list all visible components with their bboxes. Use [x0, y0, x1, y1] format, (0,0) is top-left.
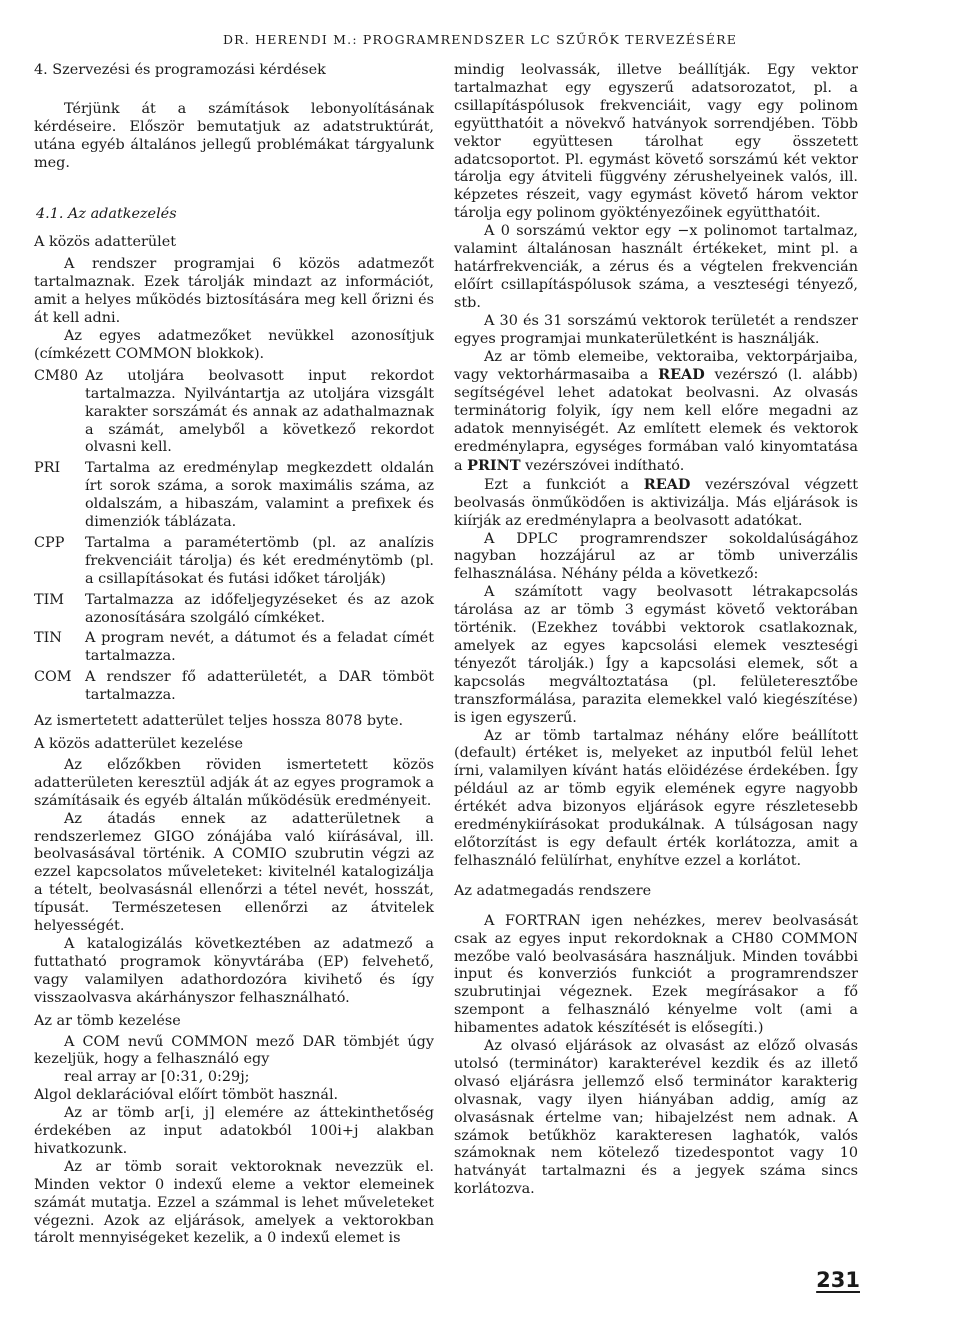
- field-name: PRI: [34, 460, 61, 477]
- auto-print-paragraph: [454, 476, 858, 531]
- read-print-text-2: vezérszó (l. alább) segítségével lehet adatokat beolvasni. Az olvasás terminátorig folyik, így nem kell előre megadni az adatok mennyiségét. Az említett elemek és vektorok eredménylapra, egységes formában való kinyomtatása a: [454, 367, 858, 474]
- workspace-paragraph: A 30 és 31 sorszámú vektorok területét a rendszer egyes programjai munkaterületként is használják.: [454, 312, 858, 347]
- dplc-paragraph: A DPLC programrendszer sokoldalúságához nagyban hozzájárul az ar tömb univerzális felhasználása. Néhány példa a következő:: [454, 530, 858, 583]
- ar-paragraph-2: Algol deklarációval előírt tömböt használ.: [34, 1087, 339, 1104]
- ladder-paragraph: A számított vagy beolvasott létrakapcsolás tárolása az ar tömb 3 egymást követő vektorában történik. (Ezekhez további vektorok csatlakoznak, amelyek az egyes kapcsolási elemek veszteségi tényezőt tárolják.) Így a kapcsolási elemek, sőt a kapcsolás megváltoztatása (pl. felületeresztőbe transzformálása, parazita elemekkel való kiegészítése) is igen egyszerű.: [454, 584, 858, 726]
- ar-paragraph-4: Az ar tömb sorait vektoroknak nevezzük el. Minden vektor 0 indexű eleme a vektor elemeinek számát mutatja. Ezzel a számmal is lehet műveleteket végezni. Azok az eljárások, amelyek a vektorokban tárolt mennyiségeket kezelik, a 0 indexű elemet is: [34, 1158, 434, 1247]
- subsection-title: 4.1. Az adatkezelés: [36, 205, 177, 222]
- common-area-paragraph-1: A rendszer programjai 6 közös adatmezőt tartalmaznak. Ezek tárolják mindazt az információt, amit a helyes működés biztosítására meg kell őrizni és át kell adni.: [34, 256, 434, 327]
- field-name: CPP: [34, 534, 65, 551]
- field-description: Tartalma a paramétertömb (pl. az analízis frekvenciáit tárolja) és két eredménytömb (pl. a csillapításokat és futási időket tárolják): [85, 534, 434, 587]
- auto-print-text-2: vezérszóval végzett beolvasás önműködően is aktivizálja. Más eljárások is kiírják az eredménylapra a beolvasott adatókat.: [454, 476, 858, 529]
- section-title: 4. Szervezési és programozási kérdések: [34, 62, 326, 78]
- reader-procedures-paragraph: Az olvasó eljárások az olvasást az előző olvasás utolsó (terminátor) karakterével kezdik és az illető olvasó eljárásra jellemző első terminátor karakterig olvasnak, vagy ilyen hiányában addig, amíg az olvasásnak értelme van; hibajelzést nem adnak. A számok betűkhöz karakteresen laghatók, valós számoknak nem kötelező tizedespontot vagy 10 hatványát tartalmazni és a jegyek száma sincs korlátozva.: [454, 1038, 858, 1198]
- field-definition: [34, 630, 434, 666]
- field-name: CM80: [34, 367, 79, 384]
- ar-array-heading: Az ar tömb kezelése: [34, 1012, 181, 1029]
- common-area-heading: A közös adatterület: [34, 234, 177, 251]
- page-number: 231: [816, 1268, 860, 1292]
- field-definition: [34, 368, 434, 458]
- right-column: [454, 62, 858, 1199]
- field-definition: [34, 460, 434, 532]
- handling-paragraph-3: A katalogizálás következtében az adatmező a futtatható programok könyvtárába (EP) felvehető, vagy valamilyen adathordozóra kivihető és így visszaolvasva akárhányszor felhasználható.: [34, 935, 434, 1006]
- ar-paragraph-1: A COM nevű COMMON mező DAR tömbjét úgy kezeljük, hogy a felhasználó egy: [34, 1033, 434, 1068]
- field-description: Az utoljára beolvasott input rekordot tartalmazza. Nyilvántartja az utoljára vizsgált karakter sorszámát és annak az adathalmaznak a számát, amelyből a következő rekordot olvasni kell.: [85, 367, 434, 456]
- left-column: [34, 62, 434, 1248]
- field-definition-list: [34, 368, 434, 705]
- print-keyword: PRINT: [467, 456, 521, 474]
- running-header: DR. HERENDI M.: PROGRAMRENDSZER LC SZŰRŐK TERVEZÉSÉRE: [222, 32, 738, 47]
- field-name: COM: [34, 669, 72, 686]
- field-definition: [34, 535, 434, 589]
- vector-paragraph: mindig leolvassák, illetve beállítják. Egy vektor tartalmazhat egy egyszerű adatsorozatot, pl. a csillapításpólusok frekvenciáit, vagy egy polinom együtthatóit a növekvő hatványok sorrendjében. Több vektor együttesen tárolhat egy összetett adatcsoportot. Pl. egymást követő sorszámú két vektor tárolja egy átviteli függvény zérushelyeinek valós, ill. képzetes részeit, vagy egymást követő három vektor tárolja egy polinom gyöktényezőinek együtthatóit.: [454, 62, 858, 222]
- field-definition: [34, 669, 434, 705]
- field-name: TIN: [34, 630, 62, 647]
- total-length-note: Az ismertetett adatterület teljes hossza 8078 byte.: [34, 713, 404, 730]
- handling-heading: A közös adatterület kezelése: [34, 736, 243, 752]
- read-print-text-3: vezérszóvei indítható.: [520, 457, 685, 474]
- common-area-paragraph-2: Az egyes adatmezőket nevükkel azonosítjuk (címkézett COMMON blokkok).: [34, 327, 434, 362]
- handling-paragraph-1: Az előzőkben röviden ismertetett közös adatterületen keresztül adják át az egyes programok a számításaik és egyéb általán működésük eredményeit.: [34, 756, 434, 809]
- input-system-heading: Az adatmegadás rendszere: [454, 882, 652, 899]
- read-keyword: READ: [658, 366, 705, 384]
- read-keyword: READ: [643, 475, 691, 493]
- field-description: Tartalmazza az időfeljegyzéseket és az azok azonosítására szolgáló címkéket.: [85, 591, 434, 626]
- field-definition: [34, 592, 434, 628]
- ar-paragraph-3: Az ar tömb ar[i, j] elemére az áttekinthetőség érdekében az input adatokból 100i+j alakban hivatkozunk.: [34, 1105, 434, 1157]
- read-print-text-1: Az ar tömb elemeibe, vektoraiba, vektorpárjaiba, vagy vektorhármasaiba a: [454, 348, 858, 384]
- field-description: Tartalma az eredménylap megkezdett oldalán írt sorok száma, a sorok maximális száma, az oldalszám, a hibaszám, valamint a prefixek és dimenziók táblázata.: [85, 460, 434, 531]
- field-description: A rendszer fő adatterületét, a DAR tömböt tartalmazza.: [85, 669, 434, 704]
- field-name: TIM: [34, 591, 65, 608]
- default-values-paragraph: Az ar tömb tartalmaz néhány előre beállított (default) értéket is, melyeket az inputból felül lehet írni, valamilyen kívánt hatás elöidézése érdekében. Így például az ar tömb egyik elemének egyre nagyobb értékét adva bizonyos eljárások egyre részletesebb eredménykiírásokat produkálnak. A túlságosan nagy előtorzítást is egy default érték korlátozza, amit a felhasználó felülírhat, enyhítve ezzel a korlátot.: [454, 727, 858, 869]
- intro-paragraph: Térjünk át a számítások lebonyolításának kérdéseire. Először bemutatjuk az adatstruktúrát, utána egyéb általános jellegű problémákat tárgyalunk meg.: [34, 100, 434, 171]
- field-description: A program nevét, a dátumot és a feladat címét tartalmazza.: [85, 630, 434, 665]
- read-print-paragraph: [454, 349, 858, 476]
- handling-paragraph-2: Az átadás ennek az adatterületnek a rendszerlemez GIGO zónájába való kiírásával, ill. beolvasásával történik. A COMIO szubrutin végzi az ezzel kapcsolatos műveleteket: kivitelnél katalogizálja a tételt, beolvasásnál ellenőrzi a tétel nevét, hosszát, típusát. Természetesen ellenőrzi az átvitelek helyességét.: [34, 810, 434, 935]
- auto-print-text-1: Ezt a funkciót a: [484, 476, 644, 493]
- ar-declaration: real array ar [0:31, 0:29j;: [64, 1069, 250, 1086]
- vector-zero-paragraph: A 0 sorszámú vektor egy −x polinomot tartalmaz, valamint általánosan használt értékeket, mint pl. a határfrekvenciák, a zérus és a végtelen frekvencián előírt csillapításpólusok száma, a veszteségi tényező, stb.: [454, 223, 858, 311]
- fortran-paragraph: A FORTRAN igen nehézkes, merev beolvasását csak az egyes input rekordoknak a CH80 COMMON mezőbe való beolvasására használjuk. Minden további input és konverziós funkciót a programrendszer szubrutinjai végeznek. Ezek megírásakor a fő szempont a felhasználó kényelme volt (ami a hibamentes adatok készítését is elősegíti.): [454, 912, 858, 1037]
